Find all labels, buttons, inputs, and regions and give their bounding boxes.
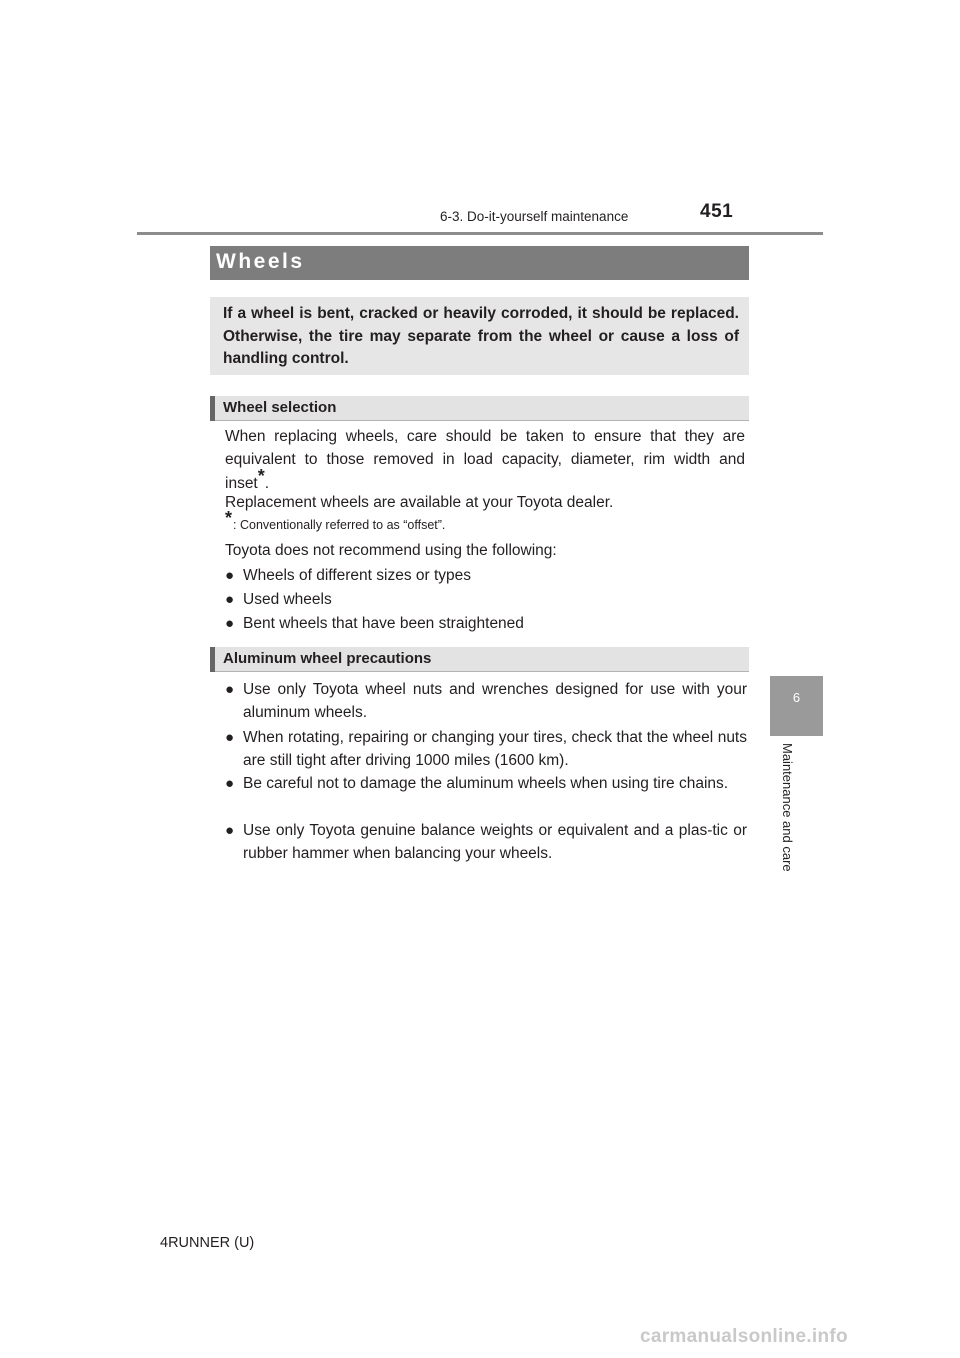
list-item [225, 588, 747, 611]
aluminum-heading-marker [210, 647, 215, 672]
footnote-marker: * [257, 466, 265, 486]
bullet-icon: ● [225, 591, 235, 608]
wheel-selection-paragraph [225, 426, 745, 496]
chapter-tab-number: 6 [792, 690, 801, 705]
list-item-text: Wheels of different sizes or types [243, 567, 472, 584]
page-title: Wheels [216, 250, 305, 273]
watermark: carmanualsonline.info [640, 1326, 848, 1347]
wheel-selection-heading: Wheel selection [223, 399, 337, 416]
bullet-icon: ● [225, 567, 235, 584]
chapter-tab-label: Maintenance and care [780, 743, 795, 872]
list-item [225, 819, 747, 865]
bullet-icon: ● [225, 615, 235, 632]
list-item-text: Use only Toyota genuine balance weights or equivalent and a plas-tic or rubber hammer when balancing your wheels. [243, 822, 747, 862]
paragraph-line: equivalent to those removed in load capacity, diameter, rim width and [225, 450, 745, 468]
model-footer: 4RUNNER (U) [160, 1235, 255, 1251]
not-recommend-sentence: Toyota does not recommend using the following: [225, 542, 557, 559]
footnote-star: * [225, 508, 233, 528]
list-item-text: Use only Toyota wheel nuts and wrenches designed for use with your aluminum wheels. [243, 681, 747, 721]
list-item [225, 772, 747, 795]
header-rule [137, 232, 823, 235]
list-item-text: Be careful not to damage the aluminum wheels when using tire chains. [243, 775, 729, 792]
paragraph-line: When replacing wheels, care should be taken to ensure that they are [225, 428, 745, 445]
list-item [225, 612, 747, 635]
footnote-text: : Conventionally referred to as “offset”. [233, 518, 446, 532]
sentence-period: . [264, 475, 270, 492]
page-number: 451 [700, 201, 734, 222]
bullet-icon: ● [225, 681, 235, 698]
chapter-tab [770, 676, 823, 736]
list-item [225, 726, 747, 772]
running-header-section: 6-3. Do-it-yourself maintenance [440, 209, 629, 224]
list-item [225, 678, 747, 724]
bullet-icon: ● [225, 775, 235, 792]
footnote [225, 508, 446, 534]
dealer-sentence: Replacement wheels are available at your Toyota dealer. [225, 494, 614, 511]
list-item-text: Bent wheels that have been straightened [243, 615, 524, 632]
inset-word: inset [225, 475, 258, 492]
list-item-text: When rotating, repairing or changing your tires, check that the wheel nuts are still tight after driving 1000 miles (1600 km). [243, 729, 747, 769]
bullet-icon: ● [225, 729, 235, 746]
list-item-text: Used wheels [243, 591, 332, 608]
aluminum-heading: Aluminum wheel precautions [223, 650, 432, 667]
wheel-selection-heading-marker [210, 396, 215, 421]
bullet-icon: ● [225, 822, 235, 839]
list-item [225, 564, 747, 587]
intro-text: If a wheel is bent, cracked or heavily corroded, it should be replaced. Otherwise, the tire may separate from the wheel or cause a loss of handling control. [223, 305, 739, 367]
